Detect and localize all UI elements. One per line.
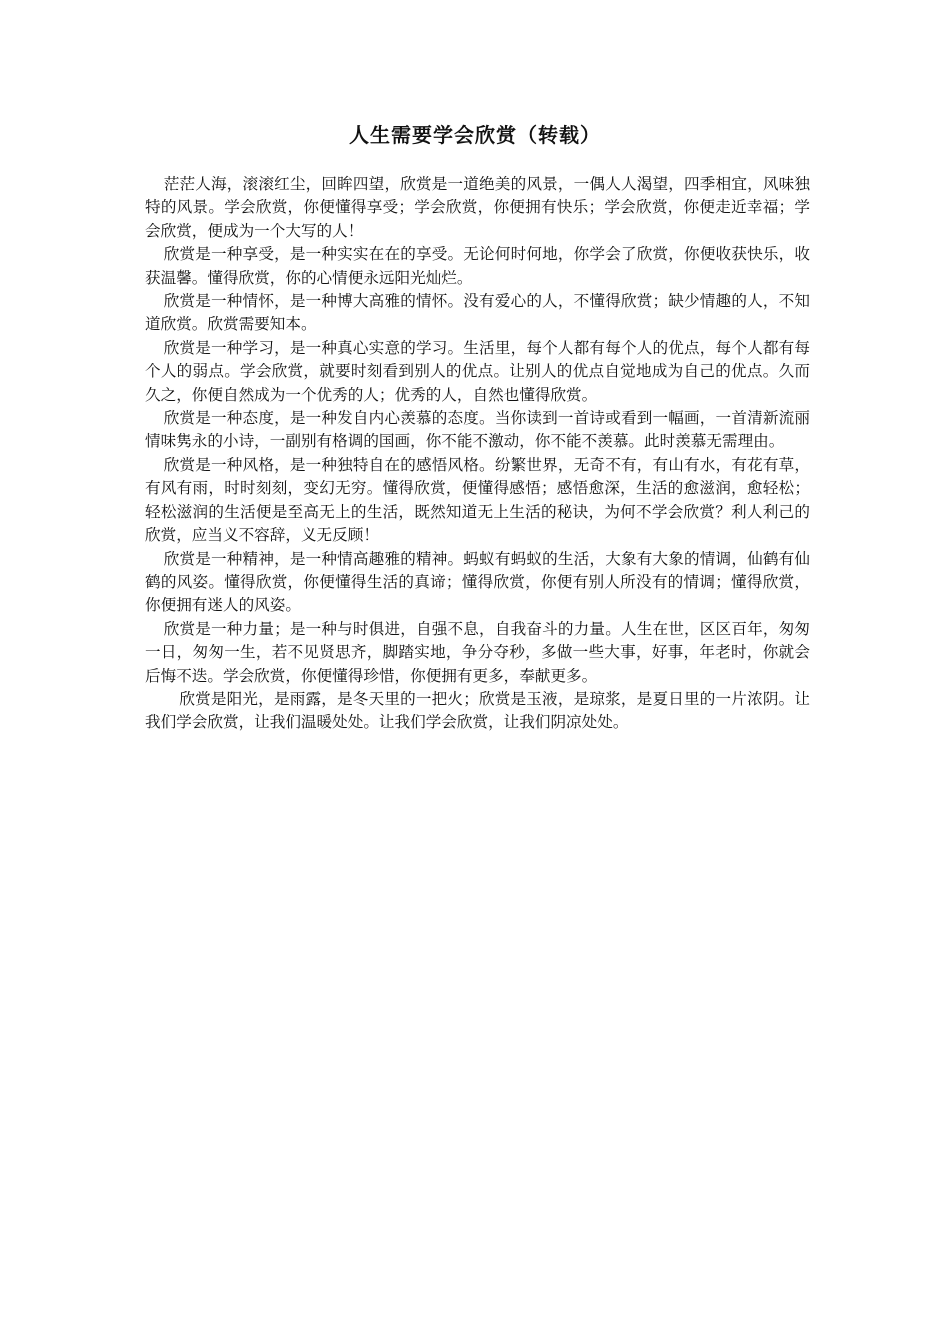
paragraph-6: 欣赏是一种风格，是一种独特自在的感悟风格。纷繁世界，无奇不有，有山有水，有花有草，有风有雨，时时刻刻，变幻无穷。懂得欣赏，便懂得感悟；感悟愈深，生活的愈滋润，愈轻松；轻松滋润的生活便是至高无上的生活，既然知道无上生活的秘诀，为何不学会欣赏？利人利己的欣赏，应当义不容辞，义无反顾！ [145, 455, 810, 545]
document-title: 人生需要学会欣赏（转载） [349, 123, 601, 147]
document-body [145, 173, 810, 735]
paragraph-7: 欣赏是一种精神，是一种情高趣雅的精神。蚂蚁有蚂蚁的生活，大象有大象的情调，仙鹤有仙鹤的风姿。懂得欣赏，你便懂得生活的真谛；懂得欣赏，你便有别人所没有的情调；懂得欣赏，你便拥有迷人的风姿。 [145, 549, 810, 615]
paragraph-3: 欣赏是一种情怀，是一种博大高雅的情怀。没有爱心的人，不懂得欣赏；缺少情趣的人，不知道欣赏。欣赏需要知本。 [145, 292, 810, 334]
paragraph-5: 欣赏是一种态度，是一种发自内心羡慕的态度。当你读到一首诗或看到一幅画，一首清新流丽情味隽永的小诗，一副别有格调的国画，你不能不激动，你不能不羡慕。此时羡慕无需理由。 [145, 409, 810, 451]
paragraph-2: 欣赏是一种享受，是一种实实在在的享受。无论何时何地，你学会了欣赏，你便收获快乐，收获温馨。懂得欣赏，你的心情便永远阳光灿烂。 [145, 245, 810, 287]
paragraph-9: 欣赏是阳光，是雨露，是冬天里的一把火；欣赏是玉液，是琼浆，是夏日里的一片浓阴。让我们学会欣赏，让我们温暖处处。让我们学会欣赏，让我们阴凉处处。 [145, 689, 810, 732]
paragraph-8: 欣赏是一种力量；是一种与时俱进，自强不息，自我奋斗的力量。人生在世，区区百年，匆匆一日，匆匆一生，若不见贤思齐，脚踏实地，争分夺秒，多做一些大事，好事，年老时，你就会后悔不迭。学会欣赏，你便懂得珍惜，你便拥有更多，奉献更多。 [145, 619, 810, 685]
paragraph-1: 茫茫人海，滚滚红尘，回眸四望，欣赏是一道绝美的风景，一偶人人渴望，四季相宜，风味独特的风景。学会欣赏，你便懂得享受；学会欣赏，你便拥有快乐；学会欣赏，你便走近幸福；学会欣赏，便成为一个大写的人！ [145, 175, 810, 240]
paragraph-4: 欣赏是一种学习，是一种真心实意的学习。生活里，每个人都有每个人的优点，每个人都有每个人的弱点。学会欣赏，就要时刻看到别人的优点。让别人的优点自觉地成为自己的优点。久而久之，你便自然成为一个优秀的人；优秀的人，自然也懂得欣赏。 [145, 338, 810, 404]
